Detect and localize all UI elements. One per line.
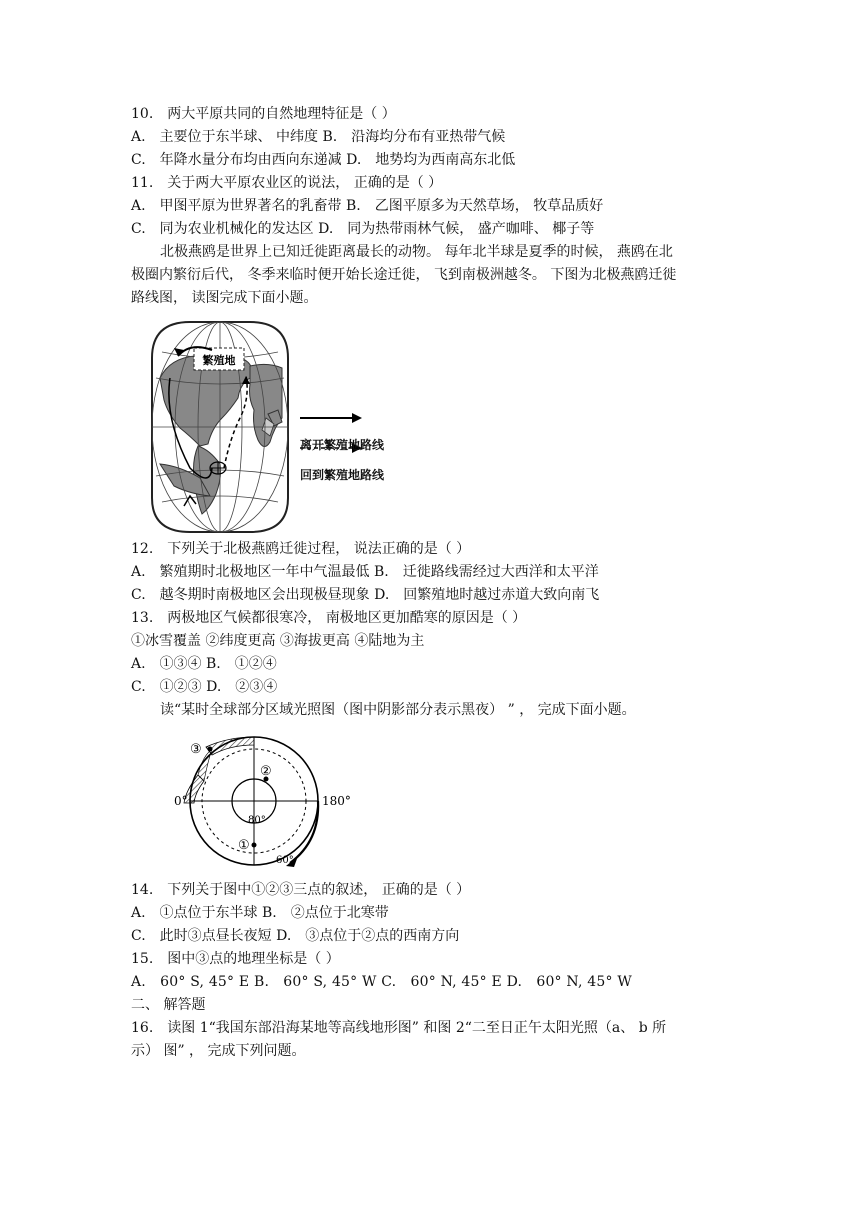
- q14-stem: 14. 下列关于图中①②③三点的叙述， 正确的是（ ）: [131, 882, 471, 898]
- q10-options-ab: A. 主要位于东半球、 中纬度 B. 沿海均分布有亚热带气候: [131, 129, 506, 145]
- q13-stem: 13. 两极地区气候都很寒冷， 南极地区更加酷寒的原因是（ ）: [131, 610, 527, 626]
- label-180-degree: 180°: [322, 794, 351, 808]
- q15-stem: 15. 图中③点的地理坐标是（ ）: [131, 951, 340, 967]
- q11-options-ab: A. 甲图平原为世界著名的乳畜带 B. 乙图平原多为天然草场， 牧草品质好: [131, 198, 604, 214]
- legend-leave-route: 离开繁殖地路线: [300, 438, 385, 452]
- q14-options-cd: C. 此时③点昼长夜短 D. ③点位于②点的西南方向: [131, 928, 460, 944]
- q13-items: ①冰雪覆盖 ②纬度更高 ③海拔更高 ④陆地为主: [131, 633, 425, 649]
- q12-options-cd: C. 越冬期时南极地区会出现极昼现象 D. 回繁殖地时越过赤道大致向南飞: [131, 587, 600, 603]
- passage2: 读“某时全球部分区域光照图（图中阴影部分表示黑夜） ” ， 完成下面小题。: [160, 702, 636, 718]
- q12-stem: 12. 下列关于北极燕鸥迁徙过程， 说法正确的是（ ）: [131, 541, 471, 557]
- q11-options-cd: C. 同为农业机械化的发达区 D. 同为热带雨林气候， 盛产咖啡、 椰子等: [131, 221, 595, 237]
- q16-line2: 示） 图” ， 完成下列问题。: [131, 1043, 306, 1059]
- q13-options-cd: C. ①②③ D. ②③④: [131, 679, 278, 695]
- tern-migration-map: [150, 318, 550, 536]
- label-80-degree: 80°: [248, 815, 266, 826]
- legend-return-route: 回到繁殖地路线: [300, 468, 385, 482]
- label-0-degree: 0°: [174, 794, 188, 808]
- passage1-line1: 北极燕鸥是世界上已知迁徙距离最长的动物。 每年北半球是夏季的时候， 燕鸥在北: [160, 244, 673, 260]
- point-2-label: ②: [260, 764, 272, 779]
- passage1-line2: 极圈内繁衍后代， 冬季来临时便开始长途迁徙， 飞到南极洲越冬。 下图为北极燕鸥迁徙: [131, 267, 677, 283]
- q10-stem: 10. 两大平原共同的自然地理特征是（ ）: [131, 106, 396, 122]
- q16-line1: 16. 读图 1“我国东部沿海某地等高线地形图” 和图 2“二至日正午太阳光照（a、 b 所: [131, 1020, 667, 1036]
- q15-options: A. 60° S, 45° E B. 60° S, 45° W C. 60° N, 45° E D. 60° N, 45° W: [131, 974, 632, 990]
- q12-options-ab: A. 繁殖期时北极地区一年中气温最低 B. 迁徙路线需经过大西洋和太平洋: [131, 564, 599, 580]
- section-heading: 二、 解答题: [131, 997, 206, 1013]
- label-60-degree: 60°: [276, 855, 294, 866]
- point-1-label: ①: [238, 838, 250, 853]
- q10-options-cd: C. 年降水量分布均由西向东递减 D. 地势均为西南高东北低: [131, 152, 516, 168]
- illumination-map: [168, 735, 368, 870]
- q13-options-ab: A. ①③④ B. ①②④: [131, 656, 277, 672]
- point-3-label: ③: [190, 742, 202, 757]
- q14-options-ab: A. ①点位于东半球 B. ②点位于北寒带: [131, 905, 389, 921]
- passage1-line3: 路线图， 读图完成下面小题。: [131, 290, 318, 306]
- q11-stem: 11. 关于两大平原农业区的说法， 正确的是（ ）: [131, 175, 443, 191]
- breeding-area-label: 繁殖地: [202, 354, 236, 367]
